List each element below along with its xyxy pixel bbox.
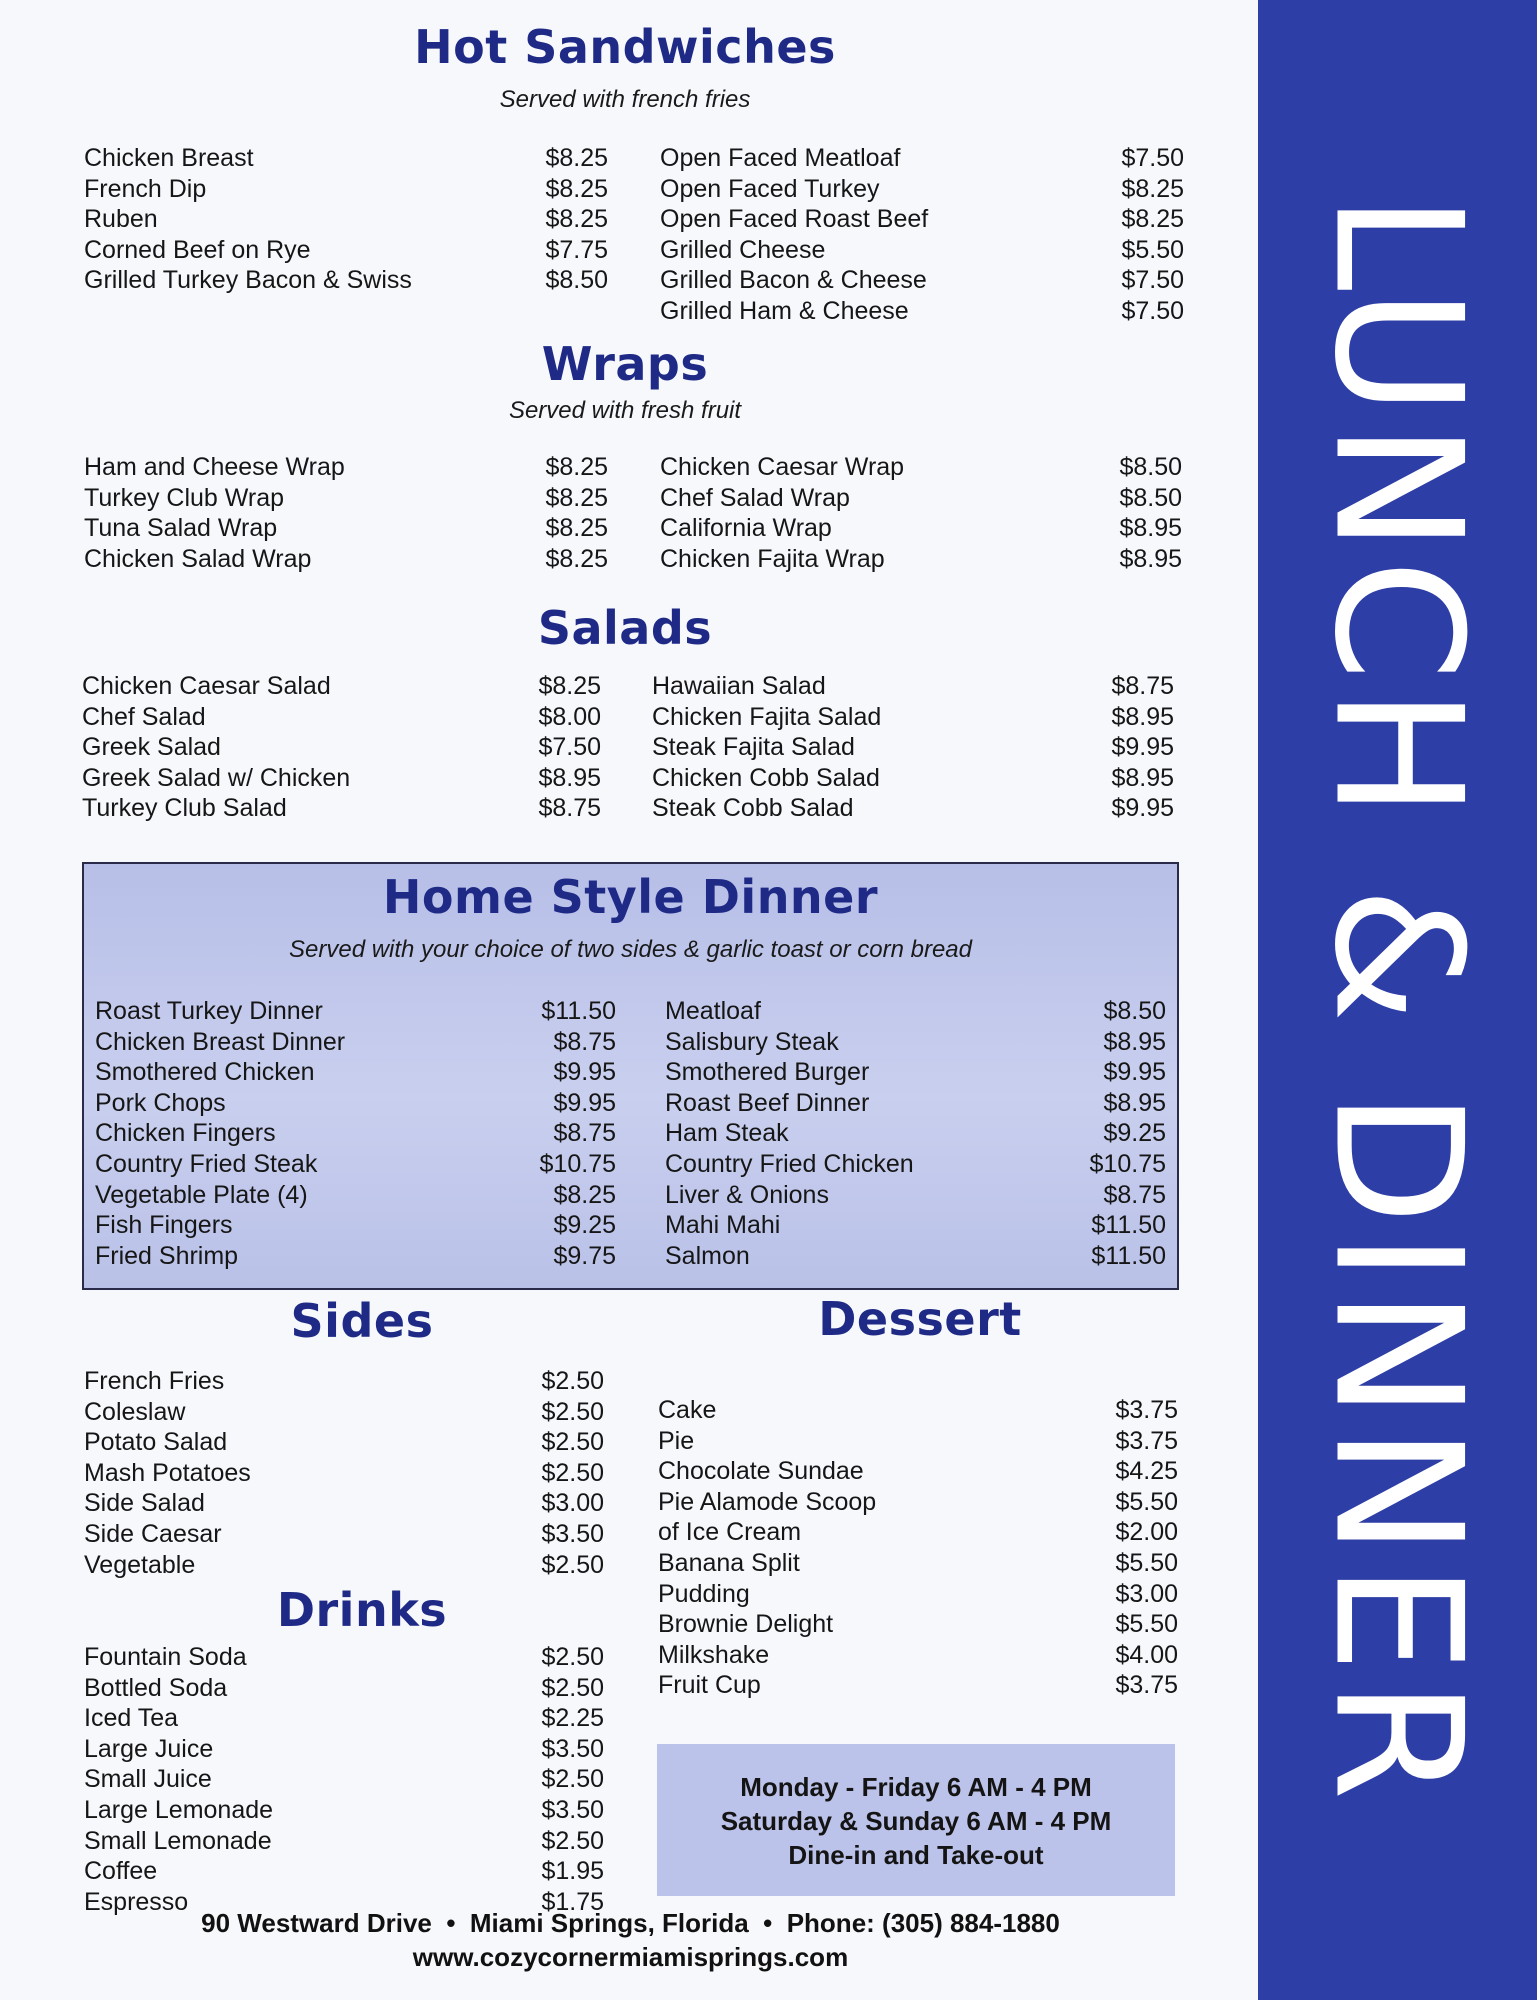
menu-item xyxy=(660,235,1184,266)
menu-item xyxy=(82,671,601,702)
menu-item xyxy=(84,265,608,296)
menu-item-name: Bottled Soda xyxy=(84,1673,228,1702)
menu-item-price: $8.50 xyxy=(1103,997,1166,1025)
menu-item-price: $8.25 xyxy=(538,672,601,700)
hours-service: Dine-in and Take-out xyxy=(788,1840,1044,1870)
menu-item xyxy=(665,1241,1166,1272)
hours-box xyxy=(657,1744,1175,1896)
menu-item xyxy=(660,143,1184,174)
menu-item xyxy=(665,1210,1166,1241)
menu-item-price: $8.25 xyxy=(545,514,608,543)
menu-item-name: Side Salad xyxy=(84,1489,205,1518)
menu-item-name: Chicken Breast xyxy=(84,144,254,172)
menu-item xyxy=(84,1764,604,1795)
menu-item xyxy=(84,1826,604,1857)
wraps-subtitle: Served with fresh fruit xyxy=(508,397,742,424)
menu-item-name: Cake xyxy=(658,1396,717,1424)
menu-item-name: Ham and Cheese Wrap xyxy=(84,453,345,481)
menu-item-price: $1.75 xyxy=(541,1887,604,1916)
menu-item-price: $8.50 xyxy=(1119,453,1182,481)
menu-item-price: $10.75 xyxy=(1089,1149,1166,1178)
drinks-heading: Drinks xyxy=(276,1583,448,1637)
menu-item xyxy=(658,1395,1178,1426)
menu-item-name: Salisbury Steak xyxy=(665,1027,839,1056)
menu-item xyxy=(660,452,1182,483)
menu-item-price: $3.75 xyxy=(1115,1426,1178,1455)
menu-item-name: Smothered Chicken xyxy=(95,1058,315,1087)
menu-item-price: $5.50 xyxy=(1121,235,1184,264)
menu-item-price: $11.50 xyxy=(1091,1241,1166,1270)
menu-item xyxy=(84,1488,604,1519)
menu-item xyxy=(660,265,1184,296)
menu-item-price: $1.95 xyxy=(541,1857,604,1886)
menu-item-price: $8.25 xyxy=(545,174,608,203)
menu-item xyxy=(84,483,608,514)
menu-item-price: $3.50 xyxy=(541,1519,604,1548)
menu-item xyxy=(84,174,608,205)
dinner-subtitle: Served with your choice of two sides & garlic toast or corn bread xyxy=(289,936,972,963)
menu-item-name: Greek Salad w/ Chicken xyxy=(82,763,351,792)
menu-item xyxy=(95,1088,616,1119)
hours-weekend: Saturday & Sunday 6 AM - 4 PM xyxy=(720,1806,1112,1836)
dinner-right-list xyxy=(665,996,1166,1271)
menu-item-name: Potato Salad xyxy=(84,1428,228,1457)
footer-website: www.cozycornermiamisprings.com xyxy=(412,1942,849,1972)
menu-item-name: Turkey Club Salad xyxy=(82,794,287,823)
menu-item-name: Pie Alamode Scoop xyxy=(658,1487,877,1516)
menu-item-price: $2.50 xyxy=(541,1643,604,1671)
menu-item-price: $5.50 xyxy=(1115,1610,1178,1639)
menu-item-price: $2.50 xyxy=(541,1550,604,1579)
menu-item-price: $9.95 xyxy=(553,1088,616,1117)
menu-item-name: Greek Salad xyxy=(82,733,221,762)
menu-item-price: $9.95 xyxy=(1103,1058,1166,1087)
menu-item-price: $2.50 xyxy=(541,1826,604,1855)
menu-item-name: Vegetable xyxy=(84,1550,196,1579)
menu-item-price: $2.50 xyxy=(541,1673,604,1702)
menu-item-name: Tuna Salad Wrap xyxy=(84,514,278,543)
menu-item-price: $8.95 xyxy=(1119,544,1182,573)
menu-item-price: $8.95 xyxy=(1111,763,1174,792)
menu-item-price: $8.75 xyxy=(553,1027,616,1056)
hot-sandwiches-right-list xyxy=(660,143,1184,327)
menu-item-price: $7.50 xyxy=(1121,144,1184,172)
menu-item-price: $8.25 xyxy=(545,453,608,481)
sides-list xyxy=(84,1366,604,1580)
menu-item-name: Small Lemonade xyxy=(84,1826,272,1855)
menu-item-name: Open Faced Meatloaf xyxy=(660,144,901,172)
menu-item-name: Chef Salad Wrap xyxy=(660,483,850,512)
menu-item-name: Ham Steak xyxy=(665,1119,789,1148)
menu-item xyxy=(82,763,601,794)
menu-item-name: Chicken Fingers xyxy=(95,1119,276,1148)
menu-item-name: Pork Chops xyxy=(95,1088,226,1117)
menu-item xyxy=(660,544,1182,575)
menu-item-price: $8.25 xyxy=(545,205,608,234)
menu-item-name: Corned Beef on Rye xyxy=(84,235,311,264)
menu-item-price: $8.95 xyxy=(1103,1027,1166,1056)
menu-item xyxy=(84,1795,604,1826)
menu-item-name: Pie xyxy=(658,1426,695,1455)
menu-item-name: Country Fried Steak xyxy=(95,1149,318,1178)
menu-item xyxy=(665,1027,1166,1058)
menu-item xyxy=(84,1427,604,1458)
menu-item-price: $3.00 xyxy=(1115,1579,1178,1608)
menu-item-name: Meatloaf xyxy=(665,997,761,1025)
menu-item xyxy=(95,1210,616,1241)
menu-item xyxy=(665,1118,1166,1149)
menu-item-price: $7.50 xyxy=(1121,266,1184,295)
menu-item-price: $8.25 xyxy=(1121,174,1184,203)
menu-item-name: Country Fried Chicken xyxy=(665,1149,914,1178)
menu-item-name: Chicken Caesar Salad xyxy=(82,672,331,700)
menu-item-name: Smothered Burger xyxy=(665,1058,870,1087)
menu-item-name: Chicken Fajita Wrap xyxy=(660,544,885,573)
menu-item-name: Ruben xyxy=(84,205,158,234)
menu-item xyxy=(660,204,1184,235)
menu-item-name: Side Caesar xyxy=(84,1519,222,1548)
menu-item xyxy=(84,1458,604,1489)
menu-item xyxy=(658,1640,1178,1671)
menu-item-price: $4.25 xyxy=(1115,1457,1178,1486)
menu-item-price: $8.00 xyxy=(538,702,601,731)
menu-item xyxy=(652,732,1174,763)
hot-sandwiches-subtitle: Served with french fries xyxy=(499,86,751,113)
menu-item-name: Open Faced Roast Beef xyxy=(660,205,929,234)
menu-item xyxy=(84,143,608,174)
menu-item xyxy=(660,483,1182,514)
footer-address: 90 Westward Drive • Miami Springs, Florida • Phone: (305) 884-1880 xyxy=(201,1908,1060,1938)
menu-item-price: $8.95 xyxy=(1111,702,1174,731)
menu-item-price: $8.95 xyxy=(538,763,601,792)
menu-item xyxy=(84,1673,604,1704)
menu-item-price: $8.50 xyxy=(545,266,608,295)
menu-item-name: Mahi Mahi xyxy=(665,1211,781,1240)
menu-item-name: Grilled Turkey Bacon & Swiss xyxy=(84,266,412,295)
menu-item-name: of Ice Cream xyxy=(658,1518,802,1547)
menu-item xyxy=(658,1487,1178,1518)
menu-item xyxy=(84,1734,604,1765)
menu-item-price: $9.95 xyxy=(1111,794,1174,823)
menu-item-price: $5.50 xyxy=(1115,1487,1178,1516)
hot-sandwiches-heading: Hot Sandwiches xyxy=(414,20,836,74)
wraps-heading: Wraps xyxy=(541,337,709,391)
menu-item xyxy=(652,702,1174,733)
menu-item xyxy=(84,1366,604,1397)
dinner-heading: Home Style Dinner xyxy=(382,870,879,924)
menu-item xyxy=(658,1670,1178,1701)
menu-item xyxy=(84,1397,604,1428)
menu-item xyxy=(95,1118,616,1149)
menu-item-name: Iced Tea xyxy=(84,1704,179,1733)
menu-item-price: $3.75 xyxy=(1115,1671,1178,1700)
menu-item xyxy=(658,1426,1178,1457)
menu-item-name: Chicken Breast Dinner xyxy=(95,1027,346,1056)
menu-item-price: $2.50 xyxy=(541,1367,604,1395)
dessert-list xyxy=(658,1395,1178,1701)
menu-item-name: Espresso xyxy=(84,1887,189,1916)
dessert-heading: Dessert xyxy=(818,1292,1022,1346)
menu-item-name: Vegetable Plate (4) xyxy=(95,1180,308,1209)
menu-item-name: Fish Fingers xyxy=(95,1211,233,1240)
menu-item-price: $2.50 xyxy=(541,1765,604,1794)
menu-item xyxy=(95,996,616,1027)
hours-weekday: Monday - Friday 6 AM - 4 PM xyxy=(740,1772,1092,1802)
menu-item-price: $5.50 xyxy=(1115,1548,1178,1577)
menu-item-price: $7.50 xyxy=(1121,296,1184,325)
menu-item-price: $9.25 xyxy=(553,1211,616,1240)
menu-item-name: Milkshake xyxy=(658,1640,770,1669)
menu-item xyxy=(652,671,1174,702)
menu-item xyxy=(84,452,608,483)
menu-item xyxy=(84,1856,604,1887)
menu-item-name: Hawaiian Salad xyxy=(652,672,826,700)
menu-item-name: Large Juice xyxy=(84,1734,214,1763)
salads-heading: Salads xyxy=(537,601,713,655)
menu-item-name: Liver & Onions xyxy=(665,1180,829,1209)
menu-item-name: Turkey Club Wrap xyxy=(84,483,285,512)
menu-item xyxy=(82,793,601,824)
wraps-left-list xyxy=(84,452,608,574)
menu-item xyxy=(652,763,1174,794)
menu-item-name: Open Faced Turkey xyxy=(660,174,880,203)
menu-item-name: Roast Turkey Dinner xyxy=(95,997,323,1025)
menu-item-name: Roast Beef Dinner xyxy=(665,1088,870,1117)
menu-item xyxy=(84,1550,604,1581)
menu-item-price: $8.75 xyxy=(1103,1180,1166,1209)
menu-item xyxy=(660,513,1182,544)
menu-item-price: $8.75 xyxy=(1111,672,1174,700)
menu-item xyxy=(95,1149,616,1180)
menu-item-name: Fountain Soda xyxy=(84,1643,247,1671)
lunch-dinner-title: LUNCH & DINNER xyxy=(1295,193,1499,1807)
hot-sandwiches-left-list xyxy=(84,143,608,296)
menu-item xyxy=(95,1180,616,1211)
menu-item-name: Grilled Bacon & Cheese xyxy=(660,266,927,295)
menu-item-price: $2.50 xyxy=(541,1397,604,1426)
menu-item-price: $8.25 xyxy=(545,144,608,172)
wraps-right-list xyxy=(660,452,1182,574)
menu-item-name: Brownie Delight xyxy=(658,1610,834,1639)
menu-item xyxy=(665,1088,1166,1119)
menu-item-name: Coffee xyxy=(84,1857,158,1886)
menu-item xyxy=(82,702,601,733)
menu-item xyxy=(658,1456,1178,1487)
menu-item xyxy=(665,1180,1166,1211)
menu-item-price: $9.25 xyxy=(1103,1119,1166,1148)
menu-item-price: $8.95 xyxy=(1103,1088,1166,1117)
menu-item xyxy=(95,1057,616,1088)
menu-item xyxy=(658,1579,1178,1610)
menu-item-price: $9.75 xyxy=(553,1241,616,1270)
menu-item-name: Chicken Cobb Salad xyxy=(652,763,880,792)
menu-item-price: $2.00 xyxy=(1115,1518,1178,1547)
menu-item-name: French Dip xyxy=(84,174,207,203)
salads-left-list xyxy=(82,671,601,824)
menu-item-price: $8.25 xyxy=(545,483,608,512)
menu-item-name: Steak Fajita Salad xyxy=(652,733,855,762)
menu-item xyxy=(84,1703,604,1734)
menu-item-name: Fruit Cup xyxy=(658,1671,761,1700)
menu-item-price: $8.95 xyxy=(1119,514,1182,543)
menu-item-price: $3.50 xyxy=(541,1795,604,1824)
menu-item-price: $8.75 xyxy=(553,1119,616,1148)
menu-item-price: $3.50 xyxy=(541,1734,604,1763)
menu-item xyxy=(658,1517,1178,1548)
menu-item xyxy=(84,235,608,266)
menu-item-price: $8.25 xyxy=(545,544,608,573)
menu-item-price: $2.25 xyxy=(541,1704,604,1733)
menu-item-price: $9.95 xyxy=(553,1058,616,1087)
menu-item-name: Grilled Cheese xyxy=(660,235,826,264)
menu-item xyxy=(95,1027,616,1058)
menu-item xyxy=(665,1057,1166,1088)
menu-item-price: $4.00 xyxy=(1115,1640,1178,1669)
menu-item xyxy=(660,296,1184,327)
menu-item xyxy=(84,513,608,544)
menu-item-name: Fried Shrimp xyxy=(95,1241,239,1270)
menu-item-name: Chicken Salad Wrap xyxy=(84,544,312,573)
menu-item xyxy=(95,1241,616,1272)
menu-item xyxy=(84,544,608,575)
menu-item xyxy=(652,793,1174,824)
menu-item-name: Chicken Caesar Wrap xyxy=(660,453,905,481)
menu-item xyxy=(658,1609,1178,1640)
menu-item-price: $7.75 xyxy=(545,235,608,264)
sides-heading: Sides xyxy=(290,1294,434,1348)
menu-item-name: California Wrap xyxy=(660,514,832,543)
menu-item-price: $3.00 xyxy=(541,1489,604,1518)
menu-item-price: $9.95 xyxy=(1111,733,1174,762)
menu-item xyxy=(665,996,1166,1027)
dinner-left-list xyxy=(95,996,616,1271)
menu-item xyxy=(84,1642,604,1673)
menu-item-name: Mash Potatoes xyxy=(84,1458,251,1487)
menu-item-name: Steak Cobb Salad xyxy=(652,794,854,823)
menu-item-name: Chicken Fajita Salad xyxy=(652,702,882,731)
menu-item-name: Small Juice xyxy=(84,1765,212,1794)
drinks-list xyxy=(84,1642,604,1917)
menu-item xyxy=(82,732,601,763)
menu-item-name: Banana Split xyxy=(658,1548,800,1577)
menu-item-price: $3.75 xyxy=(1115,1396,1178,1424)
menu-item-price: $11.50 xyxy=(541,997,616,1025)
menu-item-name: Coleslaw xyxy=(84,1397,186,1426)
menu-item xyxy=(84,204,608,235)
menu-item xyxy=(660,174,1184,205)
menu-item-name: Pudding xyxy=(658,1579,750,1608)
menu-item-price: $7.50 xyxy=(538,733,601,762)
menu-item xyxy=(658,1548,1178,1579)
salads-right-list xyxy=(652,671,1174,824)
menu-item-price: $11.50 xyxy=(1091,1211,1166,1240)
menu-item-price: $8.25 xyxy=(553,1180,616,1209)
menu-item-name: Grilled Ham & Cheese xyxy=(660,296,909,325)
menu-item-price: $2.50 xyxy=(541,1428,604,1457)
menu-item-price: $8.75 xyxy=(538,794,601,823)
menu-item-name: French Fries xyxy=(84,1367,225,1395)
menu-item-name: Salmon xyxy=(665,1241,750,1270)
menu-item-price: $10.75 xyxy=(539,1149,616,1178)
menu-item-price: $8.50 xyxy=(1119,483,1182,512)
menu-item xyxy=(665,1149,1166,1180)
menu-item-price: $2.50 xyxy=(541,1458,604,1487)
menu-item-name: Large Lemonade xyxy=(84,1795,274,1824)
menu-item-name: Chef Salad xyxy=(82,702,206,731)
menu-item-price: $8.25 xyxy=(1121,205,1184,234)
menu-item-name: Chocolate Sundae xyxy=(658,1457,864,1486)
menu-item xyxy=(84,1519,604,1550)
